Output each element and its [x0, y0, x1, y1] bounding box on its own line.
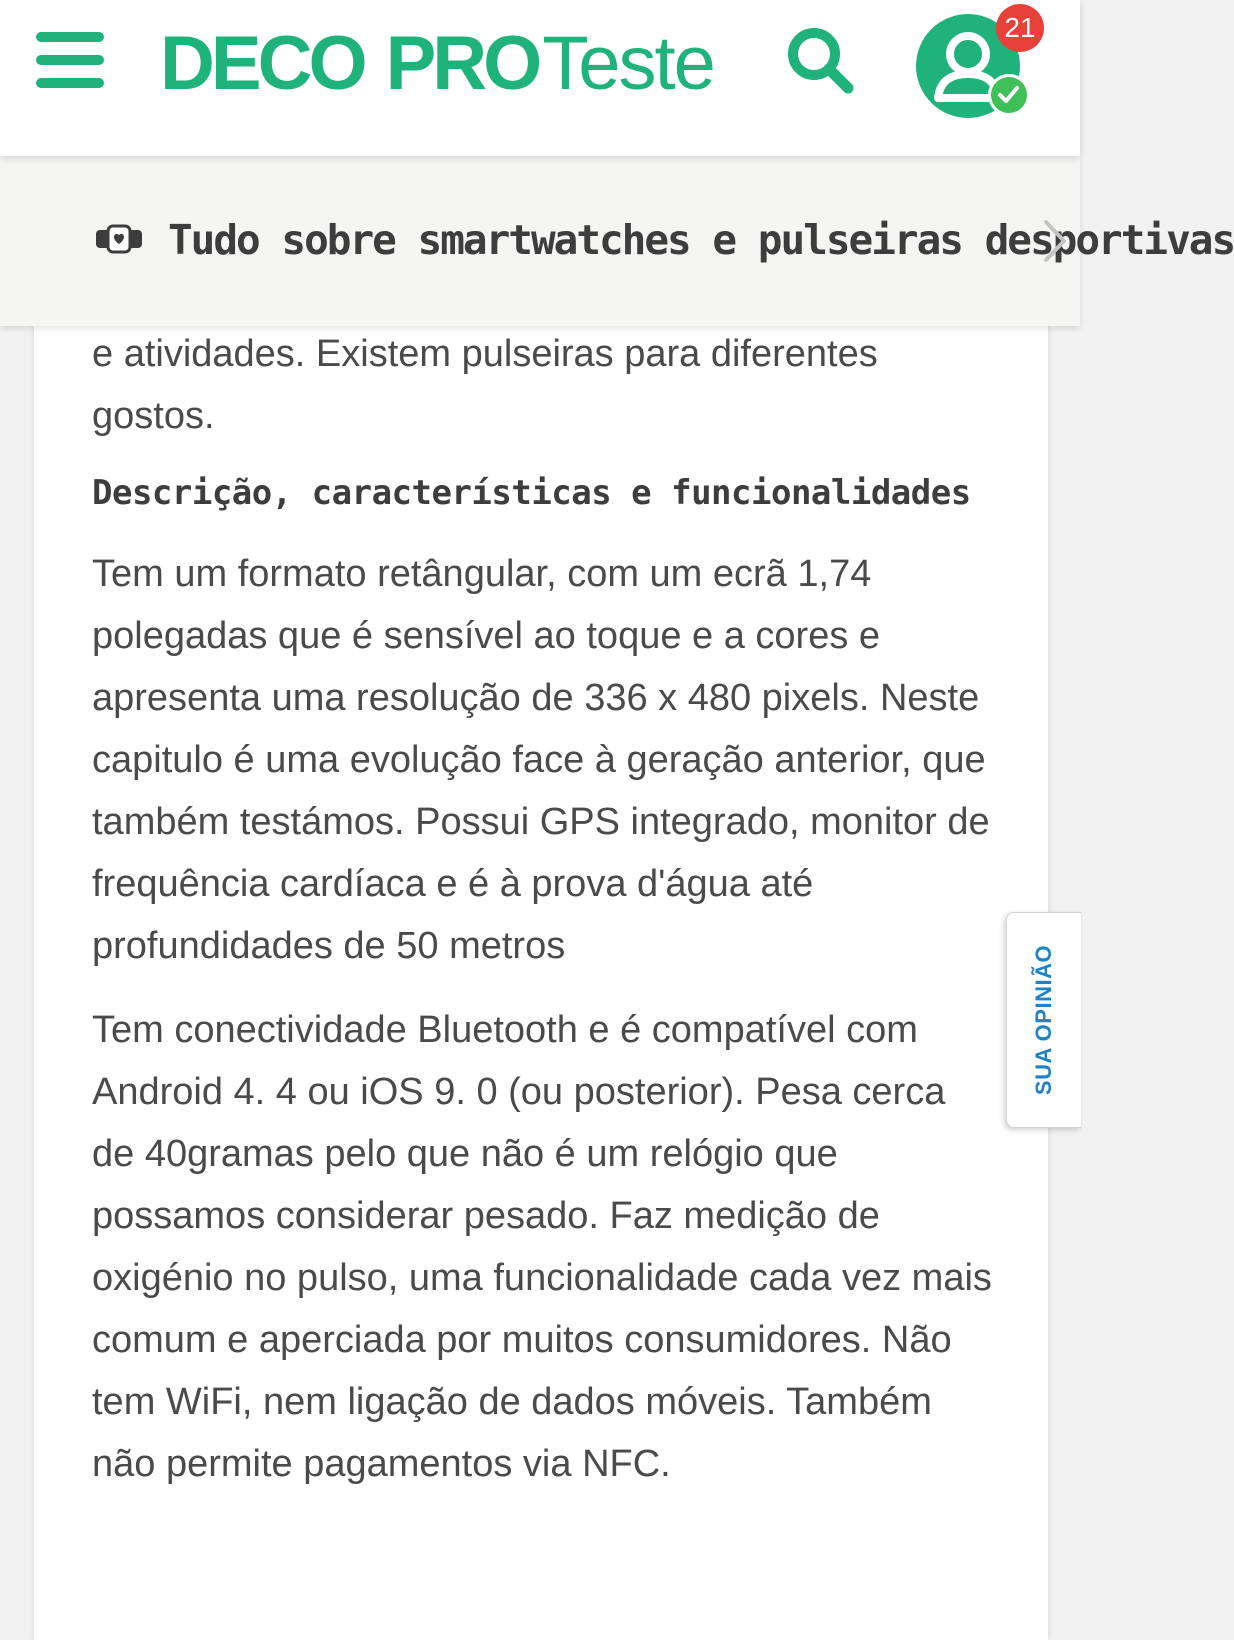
- logo-teste-text: Teste: [542, 21, 714, 106]
- logo-deco-text: DECO: [160, 21, 364, 106]
- logo-pro-text: PRO: [385, 21, 539, 106]
- search-icon: [784, 24, 856, 96]
- article-intro-text: e atividades. Existem pulseiras para diferentes gostos.: [92, 333, 878, 437]
- topic-bar: [0, 156, 1234, 326]
- menu-button[interactable]: [36, 30, 106, 90]
- check-icon: [991, 77, 1027, 113]
- hamburger-menu-icon-line: [36, 78, 104, 88]
- hamburger-menu-icon-line: [36, 55, 104, 65]
- article-paragraph-connectivity: Tem conectividade Bluetooth e é compatível com Android 4. 4 ou iOS 9. 0 (ou posterior). Pesa cerca de 40gramas pelo que não é um relógio que possamos considerar pesado. Faz medição de oxigénio no pulso, uma funcionalidade cada vez mais comum e aperciada por muitos consumidores. Não tem WiFi, nem ligação de dados móveis. Também não permite pagamentos via NFC.: [92, 1009, 992, 1485]
- verified-badge: [988, 74, 1030, 116]
- section-heading: Descrição, características e funcionalidades: [92, 473, 971, 513]
- article-body: [92, 323, 992, 1495]
- topic-icon-wrap: [94, 222, 144, 256]
- feedback-label: SUA OPINIÃO: [1031, 944, 1056, 1096]
- topic-title[interactable]: Tudo sobre smartwatches e pulseiras desportivas: [168, 216, 1234, 264]
- site-logo[interactable]: [160, 20, 714, 106]
- smartwatch-icon: [94, 222, 144, 256]
- topic-next-button[interactable]: [1040, 216, 1070, 266]
- chevron-right-icon: [1040, 216, 1070, 266]
- notification-badge[interactable]: 21: [996, 4, 1044, 52]
- top-header: [0, 0, 1080, 156]
- search-button[interactable]: [784, 24, 856, 96]
- feedback-tab[interactable]: [1006, 912, 1081, 1128]
- hamburger-menu-icon: [36, 32, 104, 42]
- article-paragraph-display: Tem um formato retângular, com um ecrã 1,74 polegadas que é sensível ao toque e a cores e apresenta uma resolução de 336 x 480 pixels. Neste capitulo é uma evolução face à geração anterior, que também testámos. Possui GPS integrado, monitor de frequência cardíaca e é à prova d'água até profundidades de 50 metros: [92, 553, 990, 967]
